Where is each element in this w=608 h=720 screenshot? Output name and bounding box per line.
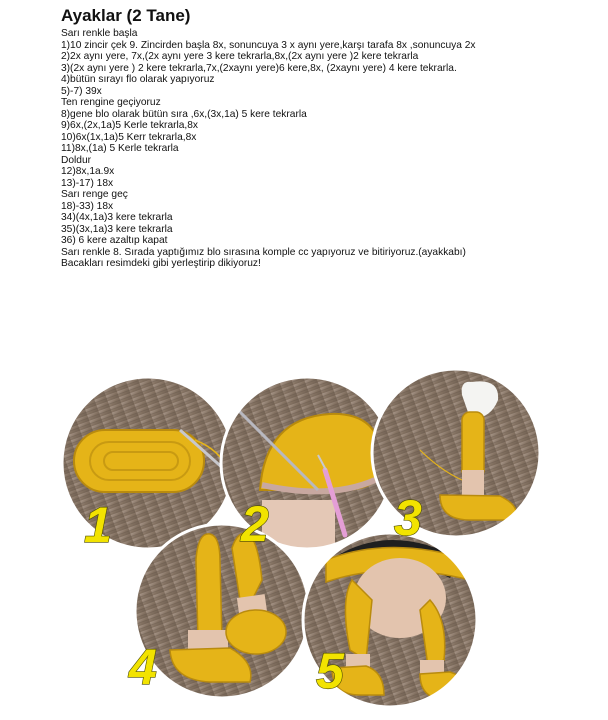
instruction-line: Sarı renkle başla [61, 28, 138, 39]
instruction-line: 35)(3x,1a)3 kere tekrarla [61, 223, 173, 235]
instruction-line: 13)-17) 18x [61, 177, 114, 189]
instruction-line: 8)gene blo olarak bütün sıra ,6x,(3x,1a) 5 kere tekrarla [61, 108, 307, 120]
instruction-line: 36) 6 kere azaltıp kapat [61, 235, 168, 246]
instruction-line: 3)(2x aynı yere ) 2 kere tekrarla,7x,(2xaynı yere)6 kere,8x, (2xaynı yere) 4 kere tekrarla. [61, 62, 457, 74]
instruction-line: Sarı renge geç [61, 189, 128, 200]
instruction-line: 9)6x,(2x,1a)5 Kerle tekrarla,8x [61, 120, 199, 131]
step-number-2: 2 [241, 496, 269, 552]
instruction-line: Sarı renkle 8. Sırada yaptığımız blo sırasına komple cc yapıyoruz ve bitiriyoruz.(ayakkabı) [61, 246, 466, 258]
step-number-1: 1 [84, 497, 112, 553]
instruction-line: 11)8x,(1a) 5 Kerle tekrarla [61, 143, 179, 154]
instruction-line: Bacakları resimdeki gibi yerleştirip dikiyoruz! [61, 258, 261, 269]
instruction-line: 2)2x aynı yere, 7x,(2x aynı yere 3 kere tekrarla,8x,(2x aynı yere )2 kere tekrarla [61, 51, 419, 62]
instruction-line: 1)10 zincir çek 9. Zincirden başla 8x, sonuncuya 3 x aynı yere,karşı tarafa 8x ,sonuncuya 2x [61, 39, 476, 51]
instruction-line: 10)6x(1x,1a)5 Kerr tekrarla,8x [61, 131, 197, 143]
instruction-line: 12)8x,1a.9x [61, 166, 115, 177]
page-title: Ayaklar (2 Tane) [61, 6, 191, 25]
instruction-line: 4)bütün sırayı flo olarak yapıyoruz [61, 74, 215, 85]
instruction-line: 34)(4x,1a)3 kere tekrarla [61, 212, 173, 223]
step-number-3: 3 [394, 490, 422, 546]
instruction-line: 5)-7) 39x [61, 85, 102, 97]
step-number-5: 5 [316, 643, 344, 699]
instruction-line: 18)-33) 18x [61, 200, 114, 212]
instruction-line: Ten rengine geçiyoruz [61, 97, 161, 108]
step-number-4: 4 [129, 639, 157, 695]
instruction-line: Doldur [61, 154, 92, 166]
step-photo-4 [135, 524, 309, 698]
